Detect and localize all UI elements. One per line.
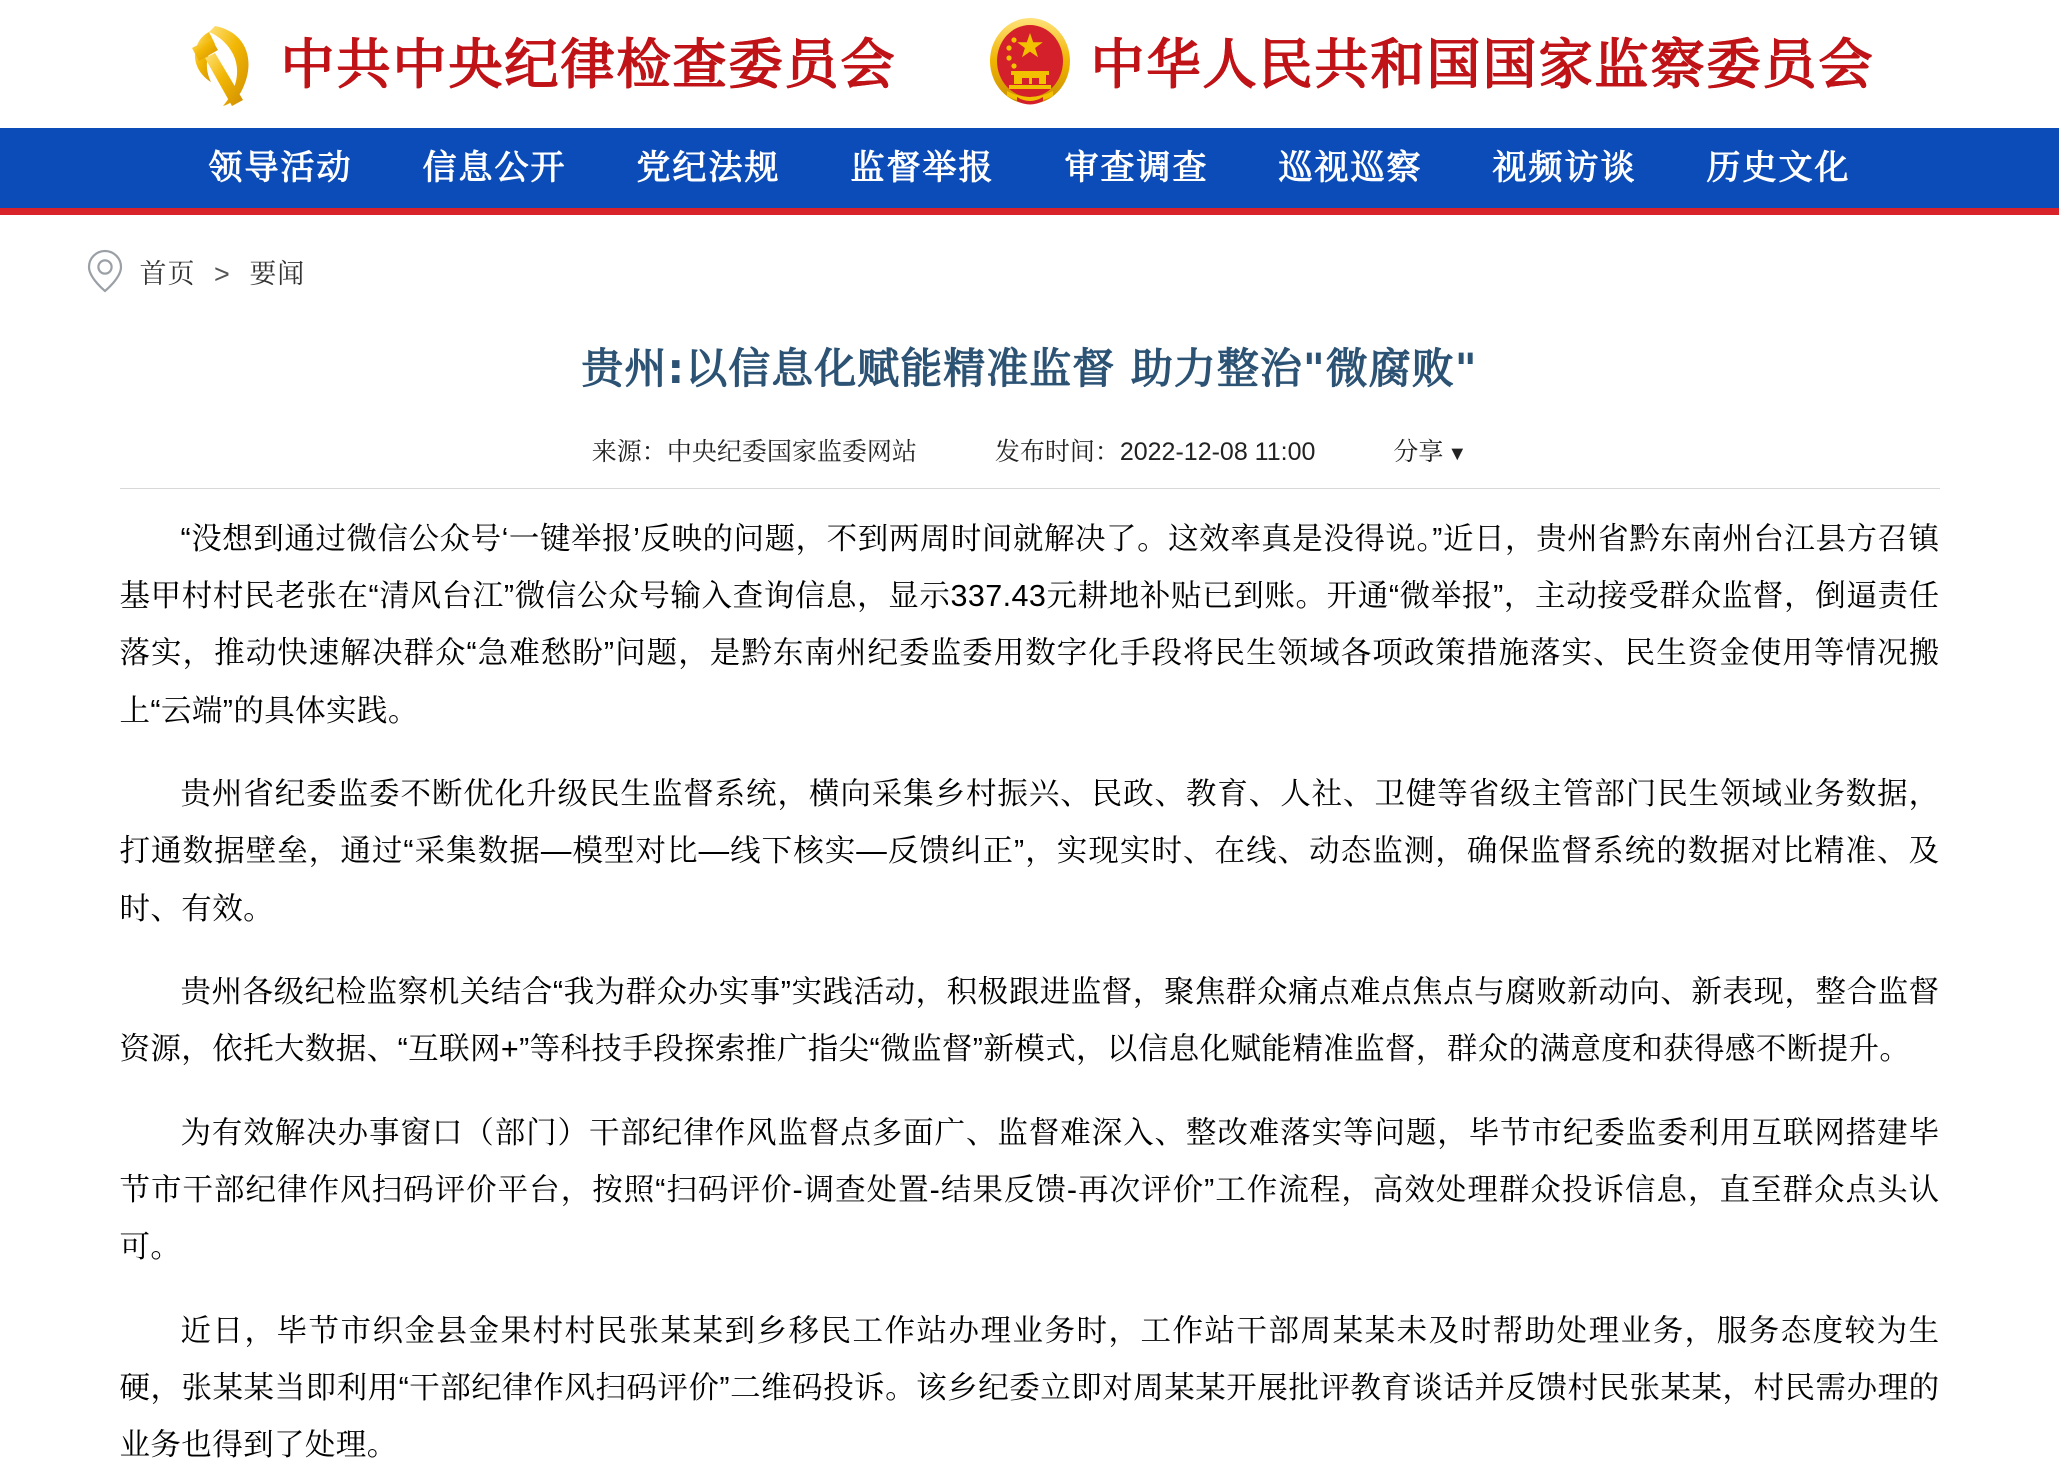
nav-item-review-investigation[interactable]: 审查调查 (1064, 148, 1209, 188)
ccdi-brand[interactable] (185, 20, 897, 108)
nav-accent-underline (0, 208, 2059, 215)
source-label: 来源： (591, 437, 667, 466)
article-source (592, 432, 917, 468)
nav-item-supervision-reporting[interactable]: 监督举报 (850, 148, 995, 188)
breadcrumb-separator: > (214, 258, 231, 289)
nav-item-information-disclosure[interactable]: 信息公开 (422, 148, 567, 188)
nav-item-party-regulations[interactable]: 党纪法规 (636, 148, 781, 188)
article-paragraph: 贵州省纪委监委不断优化升级民生监督系统，横向采集乡村振兴、民政、教育、人社、卫健等省级主管部门民生领域业务数据，打通数据壁垒，通过“采集数据—模型对比—线下核实—反馈纠正”，实现实时、在线、动态监测，确保监督系统的数据对比精准、及时、有效。 (119, 777, 1940, 926)
article-body (120, 489, 1940, 1475)
nav-item-video-interview[interactable]: 视频访谈 (1492, 148, 1637, 188)
article-paragraph: 贵州各级纪检监察机关结合“我为群众办实事”实践活动，积极跟进监督，聚焦群众痛点难点焦点与腐败新动向、新表现，整合监督资源，依托大数据、“互联网+”等科技手段探索推广指尖“微监督”新模式，以信息化赋能精准监督，群众的满意度和获得感不断提升。 (119, 974, 1940, 1067)
breadcrumb-home[interactable]: 首页 (139, 258, 196, 289)
ccdi-org-title: 中共中央纪律检查委员会 (280, 32, 897, 96)
breadcrumb (50, 215, 2010, 293)
publish-label: 发布时间： (994, 437, 1120, 466)
nav-item-inspection-tour[interactable]: 巡视巡察 (1278, 148, 1423, 188)
location-pin-icon (86, 249, 124, 293)
breadcrumb-current[interactable]: 要闻 (249, 258, 306, 289)
national-emblem (987, 17, 1073, 111)
article-paragraph: 为有效解决办事窗口（部门）干部纪律作风监督点多面广、监督难深入、整改难落实等问题，毕节市纪委监委利用互联网搭建毕节市干部纪律作风扫码评价平台，按照“扫码评价-调查处置-结果反馈-再次评价”工作流程，高效处理群众投诉信息，直至群众点头认可。 (119, 1115, 1940, 1265)
publish-value: 2022-12-08 11:00 (1119, 437, 1316, 466)
article-meta (120, 432, 1940, 489)
source-value: 中央纪委国家监委网站 (666, 437, 917, 466)
page-title: 贵州:以信息化赋能精准监督 助力整治"微腐败" (581, 344, 1478, 393)
article-paragraph: “没想到通过微信公众号‘一键举报’反映的问题，不到两周时间就解决了。这效率真是没得说。”近日，贵州省黔东南州台江县方召镇基甲村村民老张在“清风台江”微信公众号输入查询信息，显示337.43元耕地补贴已到账。开通“微举报”，主动接受群众监督，倒逼责任落实，推动快速解决群众“急难愁盼”问题，是黔东南州纪委监委用数字化手段将民生领域各项政策措施落实、民生资金使用等情况搬上“云端”的具体实践。 (119, 521, 1940, 728)
nsc-brand[interactable] (987, 17, 1875, 111)
breadcrumb-text (140, 252, 306, 291)
nsc-org-title: 中华人民共和国国家监察委员会 (1090, 32, 1875, 96)
article-publish-time (995, 432, 1316, 468)
article-paragraph: 近日，毕节市织金县金果村村民张某某到乡移民工作站办理业务时，工作站干部周某某未及时帮助处理业务，服务态度较为生硬，张某某当即利用“干部纪律作风扫码评价”二维码投诉。该乡纪委立即对周某某开展批评教育谈话并反馈村民张某某，村民需办理的业务也得到了处理。 (119, 1313, 1940, 1463)
party-hammer-sickle-emblem (185, 20, 263, 108)
nav-item-leadership[interactable]: 领导活动 (208, 148, 353, 188)
site-masthead (0, 0, 2059, 128)
share-label: 分享 (1393, 437, 1444, 466)
share-dropdown[interactable] (1393, 432, 1467, 468)
chevron-down-icon: ▼ (1447, 442, 1468, 465)
article-container (80, 341, 1980, 1475)
nav-item-history-culture[interactable]: 历史文化 (1706, 148, 1851, 188)
main-navigation (0, 128, 2059, 208)
